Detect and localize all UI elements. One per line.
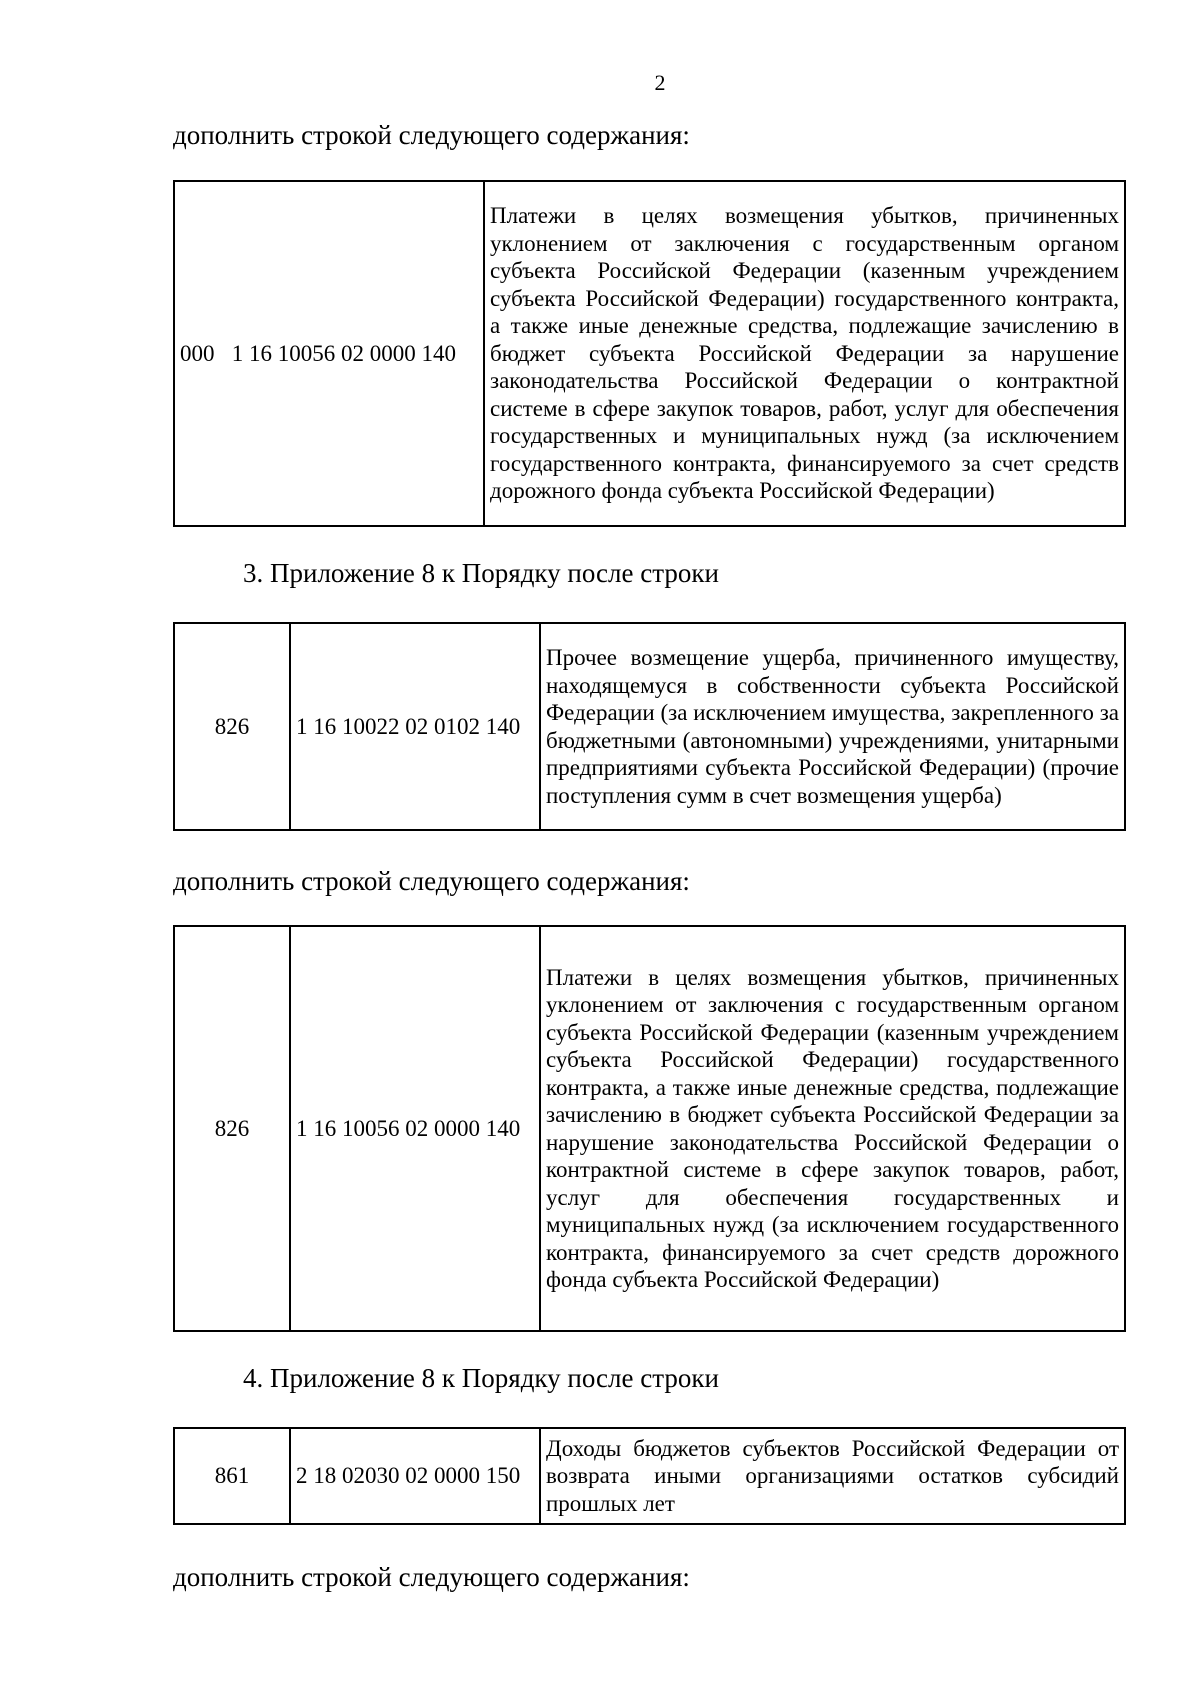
paragraph-section-4: 4. Приложение 8 к Порядку после строки bbox=[243, 1363, 719, 1393]
table-cell-admin: 826 bbox=[174, 623, 290, 830]
table-row bbox=[174, 926, 1125, 1331]
table-cell-code: 1 16 10056 02 0000 140 bbox=[290, 926, 540, 1331]
table-row bbox=[174, 1428, 1125, 1524]
paragraph-add-row-3: дополнить строкой следующего содержания: bbox=[173, 1562, 690, 1592]
table-cell-code: 2 18 02030 02 0000 150 bbox=[290, 1428, 540, 1524]
table-cell-code: 000 1 16 10056 02 0000 140 bbox=[174, 181, 484, 526]
table-cell-description: Платежи в целях возмещения убытков, причиненных уклонением от заключения с государственным органом субъекта Российской Федерации (казенным учреждением субъекта Российской Федерации) государственного контракта, а также иные денежные средства, подлежащие зачислению в бюджет субъекта Российской Федерации за нарушение законодательства Российской Федерации о контрактной системе в сфере закупок товаров, работ, услуг для обеспечения государственных и муниципальных нужд (за исключением государственного контракта, финансируемого за счет средств дорожного фонда субъекта Российской Федерации) bbox=[484, 181, 1125, 526]
table-1 bbox=[173, 180, 1126, 527]
paragraph-add-row-2: дополнить строкой следующего содержания: bbox=[173, 866, 690, 896]
table-cell-code: 1 16 10022 02 0102 140 bbox=[290, 623, 540, 830]
table-4 bbox=[173, 1427, 1126, 1525]
table-cell-description: Доходы бюджетов субъектов Российской Федерации от возврата иными организациями остатков субсидий прошлых лет bbox=[540, 1428, 1125, 1524]
paragraph-section-3: 3. Приложение 8 к Порядку после строки bbox=[243, 558, 719, 588]
table-row bbox=[174, 623, 1125, 830]
table-cell-description: Прочее возмещение ущерба, причиненного имуществу, находящемуся в собственности субъекта Российской Федерации (за исключением имущества, закрепленного за бюджетными (автономными) учреждениями, унитарными предприятиями субъекта Российской Федерации) (прочие поступления сумм в счет возмещения ущерба) bbox=[540, 623, 1125, 830]
table-cell-admin: 826 bbox=[174, 926, 290, 1331]
table-cell-description: Платежи в целях возмещения убытков, причиненных уклонением от заключения с государственным органом субъекта Российской Федерации (казенным учреждением субъекта Российской Федерации) государственного контракта, а также иные денежные средства, подлежащие зачислению в бюджет субъекта Российской Федерации за нарушение законодательства Российской Федерации о контрактной системе в сфере закупок товаров, работ, услуг для обеспечения государственных и муниципальных нужд (за исключением государственного контракта, финансируемого за счет средств дорожного фонда субъекта Российской Федерации) bbox=[540, 926, 1125, 1331]
table-cell-admin: 861 bbox=[174, 1428, 290, 1524]
table-3 bbox=[173, 925, 1126, 1332]
table-2 bbox=[173, 622, 1126, 831]
paragraph-add-row-1: дополнить строкой следующего содержания: bbox=[173, 120, 690, 150]
table-row bbox=[174, 181, 1125, 526]
page-number: 2 bbox=[654, 70, 666, 95]
